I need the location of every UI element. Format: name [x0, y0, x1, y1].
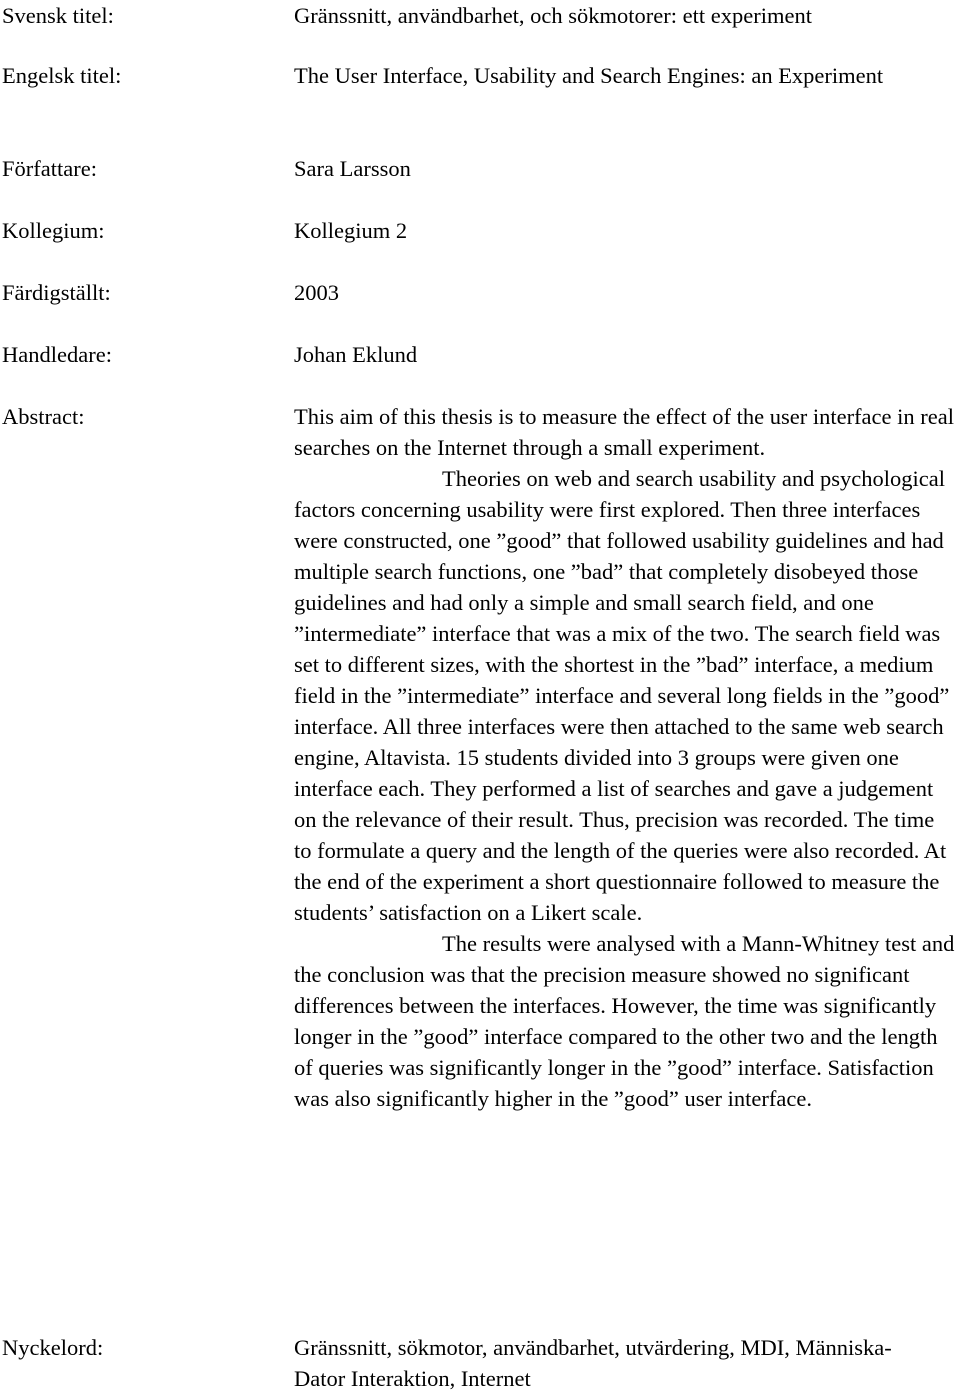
keywords-value: Gränssnitt, sökmotor, användbarhet, utvärdering, MDI, Människa-Dator Interaktion, Internet — [294, 1335, 892, 1391]
author-value: Sara Larsson — [294, 156, 411, 181]
swedish-title-value: Gränssnitt, användbarhet, och sökmotorer: ett experiment — [294, 3, 812, 28]
kollegium-label: Kollegium: — [2, 218, 105, 243]
abstract-paragraph-2: Theories on web and search usability and psychological factors concerning usability were first explored. Then three interfaces were constructed, one ”good” that followed usability guidelines and had multiple search functions, one ”bad” that completely disobeyed those guidelines and had only a simple and small search field, and one ”intermediate” interface that was a mix of the two. The search field was set to different sizes, with the shortest in the ”bad” interface, a medium field in the ”intermediate” interface and several long fields in the ”good” interface. All three interfaces were then attached to the same web search engine, Altavista. 15 students divided into 3 groups were given one interface each. They performed a list of searches and gave a judgement on the relevance of their result. Thus, precision was recorded. The time to formulate a query and the length of the queries were also recorded. At the end of the experiment a short questionnaire followed to measure the students’ satisfaction on a Likert scale. — [294, 466, 950, 925]
english-title-label: Engelsk titel: — [2, 63, 122, 88]
abstract-paragraph-3: The results were analysed with a Mann-Whitney test and the conclusion was that the precision measure showed no significant differences between the interfaces. However, the time was significantly longer in the ”good” interface compared to the other two and the length of queries was significantly longer in the ”good” interface. Satisfaction was also significantly higher in the ”good” user interface. — [294, 931, 955, 1111]
keywords-label: Nyckelord: — [2, 1335, 104, 1360]
supervisor-label: Handledare: — [2, 342, 112, 367]
completed-value: 2003 — [294, 280, 339, 305]
abstract-body — [294, 401, 956, 1114]
completed-label: Färdigställt: — [2, 280, 111, 305]
english-title-value: The User Interface, Usability and Search Engines: an Experiment — [294, 63, 884, 88]
supervisor-value: Johan Eklund — [294, 342, 418, 367]
abstract-paragraph-1: This aim of this thesis is to measure the effect of the user interface in real searches on the Internet through a small experiment. — [294, 404, 954, 460]
abstract-label: Abstract: — [2, 404, 85, 429]
kollegium-value: Kollegium 2 — [294, 218, 408, 243]
swedish-title-label: Svensk titel: — [2, 3, 114, 28]
author-label: Författare: — [2, 156, 97, 181]
